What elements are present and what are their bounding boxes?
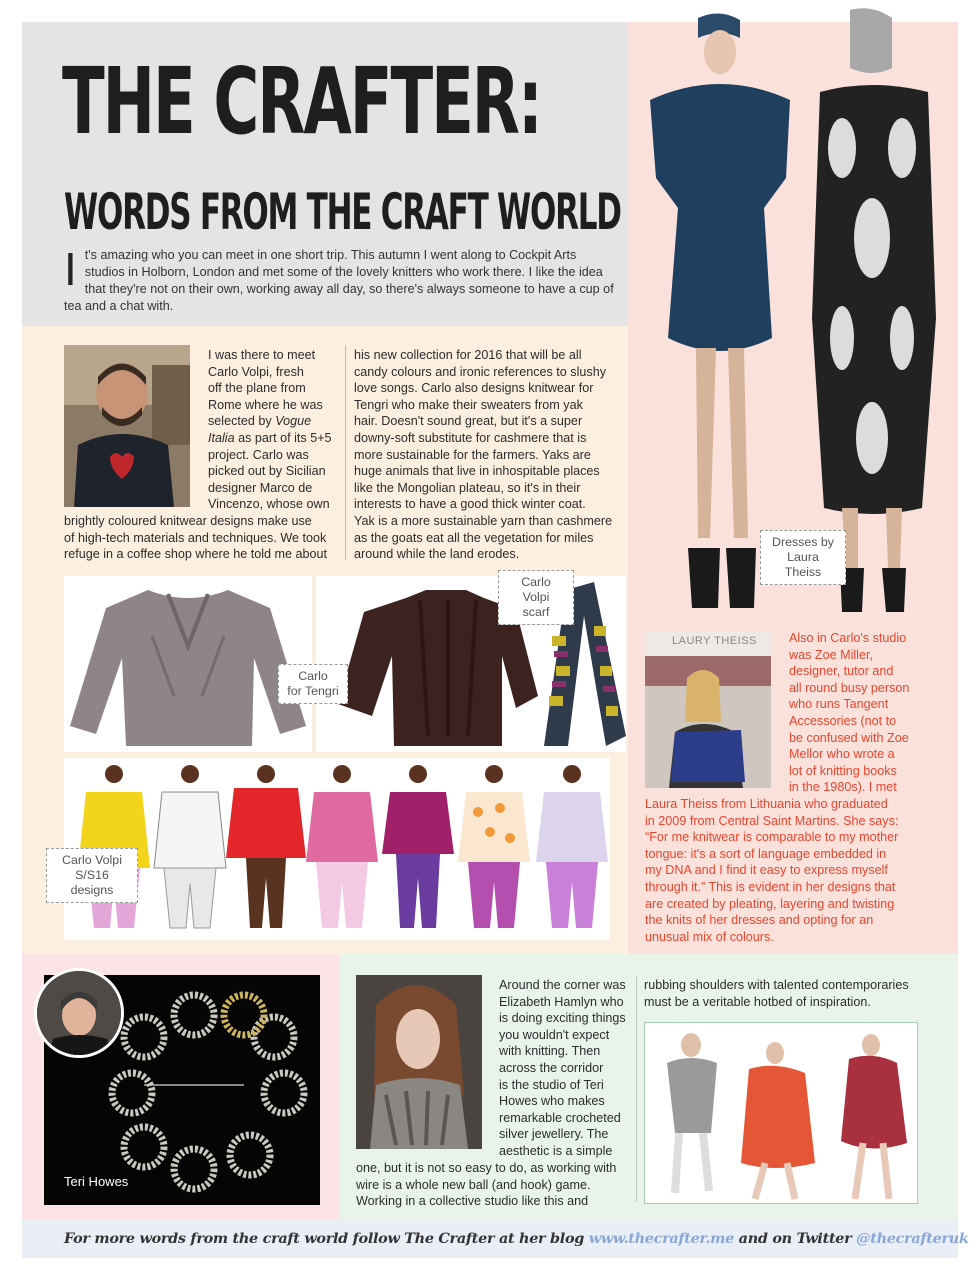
- text-line: Laura Theiss from Lithuania who graduated: [645, 797, 888, 811]
- brown-sweater-photo: [316, 576, 626, 752]
- text-line: remarkable crocheted: [499, 1110, 621, 1125]
- ss16-illustrations: [64, 758, 610, 940]
- text-line: with knitting. Then: [499, 1044, 601, 1059]
- article-column-1-wide: [64, 513, 344, 563]
- text-line: tongue: it's a sort of language embedded in: [645, 846, 887, 861]
- footer-text-part: For more words from the craft world follow The Crafter at her blog: [64, 1230, 589, 1247]
- text-line: the knits of her dresses and opting for an: [645, 913, 874, 928]
- text-line: who runs Tangent: [789, 697, 889, 712]
- sidebar-text-long: [645, 796, 945, 945]
- article-column-1: [208, 347, 348, 513]
- text-line: interests to have a good thick winter coat.: [354, 497, 586, 512]
- store-sign-text: LAURY THEISS: [672, 635, 757, 647]
- text-line: designer Marco de: [208, 480, 313, 495]
- carlo-volpi-photo: [64, 345, 190, 507]
- caption-line: for Tengri: [287, 684, 339, 698]
- text-line: of high-tech materials and techniques. We took: [64, 530, 327, 545]
- caption-line: Carlo Volpi: [521, 575, 551, 604]
- drop-cap: I: [64, 243, 77, 295]
- text-line: one, but it is not so easy to do, as working with: [356, 1161, 617, 1175]
- text-line: are created by pleating, layering and twisting: [645, 896, 895, 911]
- bottom-column-1-wide: [356, 1160, 634, 1210]
- text-line: Mellor who wrote a: [789, 747, 895, 762]
- text-line: Tengri who make their sweaters from yak: [354, 397, 583, 412]
- column-divider: [345, 345, 346, 560]
- caption-carlo-tengri: [278, 664, 348, 704]
- text-line: Rome where he was: [208, 397, 323, 412]
- text-line: refuge in a coffee shop where he told me about: [64, 547, 328, 562]
- text-line: around while the land erodes.: [354, 547, 520, 562]
- text-line: downy-soft substitute for cashmere that is: [354, 430, 587, 445]
- caption-line: Laura Theiss: [784, 550, 822, 579]
- intro-paragraph: [64, 243, 616, 315]
- text-line: Also in Carlo's studio: [789, 631, 907, 645]
- text-line: picked out by Sicilian: [208, 464, 326, 479]
- twitter-link[interactable]: @thecrafteruk: [856, 1230, 969, 1247]
- caption-teri-howes: Teri Howes: [64, 1174, 129, 1189]
- text-line: Carlo Volpi, fresh: [208, 364, 304, 379]
- text-span: selected by: [208, 414, 276, 429]
- text-line: lot of knitting books: [789, 763, 897, 778]
- text-line: silver jewellery. The: [499, 1127, 609, 1142]
- text-line: Elizabeth Hamlyn who: [499, 994, 624, 1009]
- zoe-miller-photo: [645, 632, 771, 788]
- text-line: wire is a whole new ball (and hook) game.: [356, 1177, 591, 1192]
- caption-line: Carlo Volpi: [62, 853, 122, 867]
- intro-text: t's amazing who you can meet in one short trip. This autumn I went along to Cockpit Arts studios in Holborn, London and met some of the lovely knitters who work there. I like the idea that they're not on their own, working away all day, so there's always someone to have a cup of tea and a chat with.: [64, 248, 614, 313]
- text-line: candy colours and ironic references to slushy: [354, 364, 607, 379]
- text-line: be confused with Zoe: [789, 730, 909, 745]
- text-line: aesthetic is a simple: [499, 1143, 613, 1158]
- text-line: Vincenzo, whose own: [208, 497, 330, 512]
- text-line: like the Mongolian plateau, so it's in their: [354, 480, 581, 495]
- blog-link[interactable]: www.thecrafter.me: [588, 1230, 734, 1247]
- caption-line: Carlo: [298, 669, 328, 683]
- text-line: all round busy person: [789, 680, 910, 695]
- text-line: Howes who makes: [499, 1094, 605, 1109]
- text-line: designer, tutor and: [789, 664, 894, 679]
- bottom-column-2: [644, 977, 934, 1010]
- text-line: huge animals that live in inhospitable places: [354, 464, 600, 479]
- text-line: unusual mix of colours.: [645, 929, 774, 944]
- caption-line: S/S16 designs: [70, 868, 114, 897]
- text-line: in the 1980s). I met: [789, 780, 897, 795]
- text-line: [208, 430, 348, 447]
- teri-howes-avatar: [34, 968, 124, 1058]
- text-line: my DNA and I find it easy to express myself: [645, 863, 888, 878]
- elizabeth-hamlyn-dancers-photo: [644, 1022, 918, 1204]
- text-line: Around the corner was: [499, 978, 626, 992]
- text-line: his new collection for 2016 that will be all: [354, 348, 582, 362]
- text-line: in 2009 from Central Saint Martins. She says:: [645, 813, 899, 828]
- italia-italic: Italia: [208, 430, 235, 445]
- footer-text: [64, 1230, 969, 1247]
- elizabeth-hamlyn-photo: [356, 975, 482, 1149]
- bottom-column-1: [499, 977, 633, 1160]
- text-line: project. Carlo was: [208, 447, 309, 462]
- grey-sweater-photo: [64, 576, 312, 752]
- text-line: through it.” This is evident in her designs that: [645, 879, 896, 894]
- text-line: as the goats eat all the vegetation for miles: [354, 530, 594, 545]
- page-subtitle: WORDS FROM THE CRAFT WORLD: [64, 183, 621, 241]
- caption-line: scarf: [522, 605, 550, 619]
- text-line: brightly coloured knitwear designs make use: [64, 514, 312, 528]
- text-line: hair. Doesn't sound great, but it's a super: [354, 414, 583, 429]
- column-divider: [636, 976, 637, 1202]
- text-line: I was there to meet: [208, 348, 316, 362]
- caption-line: Dresses by: [772, 535, 834, 549]
- caption-ss16: [46, 848, 138, 903]
- text-line: love songs. Carlo also designs knitwear for: [354, 381, 594, 396]
- text-line: across the corridor: [499, 1060, 604, 1075]
- text-line: Yak is a more sustainable yarn than cashmere: [354, 513, 613, 528]
- vogue-italic: Vogue: [275, 414, 312, 429]
- caption-dresses: [760, 530, 846, 585]
- text-line: more sustainable for the farmers. Yaks are: [354, 447, 591, 462]
- text-line: Accessories (not to: [789, 713, 897, 728]
- text-line: “For me knitwear is comparable to my mother: [645, 830, 899, 845]
- text-line: was Zoe Miller,: [789, 647, 873, 662]
- text-line: is the studio of Teri: [499, 1077, 604, 1092]
- text-line: is doing exciting things: [499, 1011, 626, 1026]
- footer-text-part: and on Twitter: [733, 1230, 857, 1247]
- text-line: you wouldn't expect: [499, 1027, 610, 1042]
- text-line: must be a veritable hotbed of inspiration.: [644, 994, 871, 1009]
- text-line: rubbing shoulders with talented contemporaries: [644, 978, 909, 992]
- text-line: Working in a collective studio like this and: [356, 1194, 589, 1209]
- page-title: THE CRAFTER:: [62, 48, 541, 155]
- caption-scarf: [498, 570, 574, 625]
- article-column-2: [354, 347, 624, 563]
- text-span: as part of its 5+5: [234, 430, 332, 445]
- sidebar-text-short: [789, 630, 949, 796]
- text-line: off the plane from: [208, 381, 306, 396]
- text-line: [208, 413, 348, 430]
